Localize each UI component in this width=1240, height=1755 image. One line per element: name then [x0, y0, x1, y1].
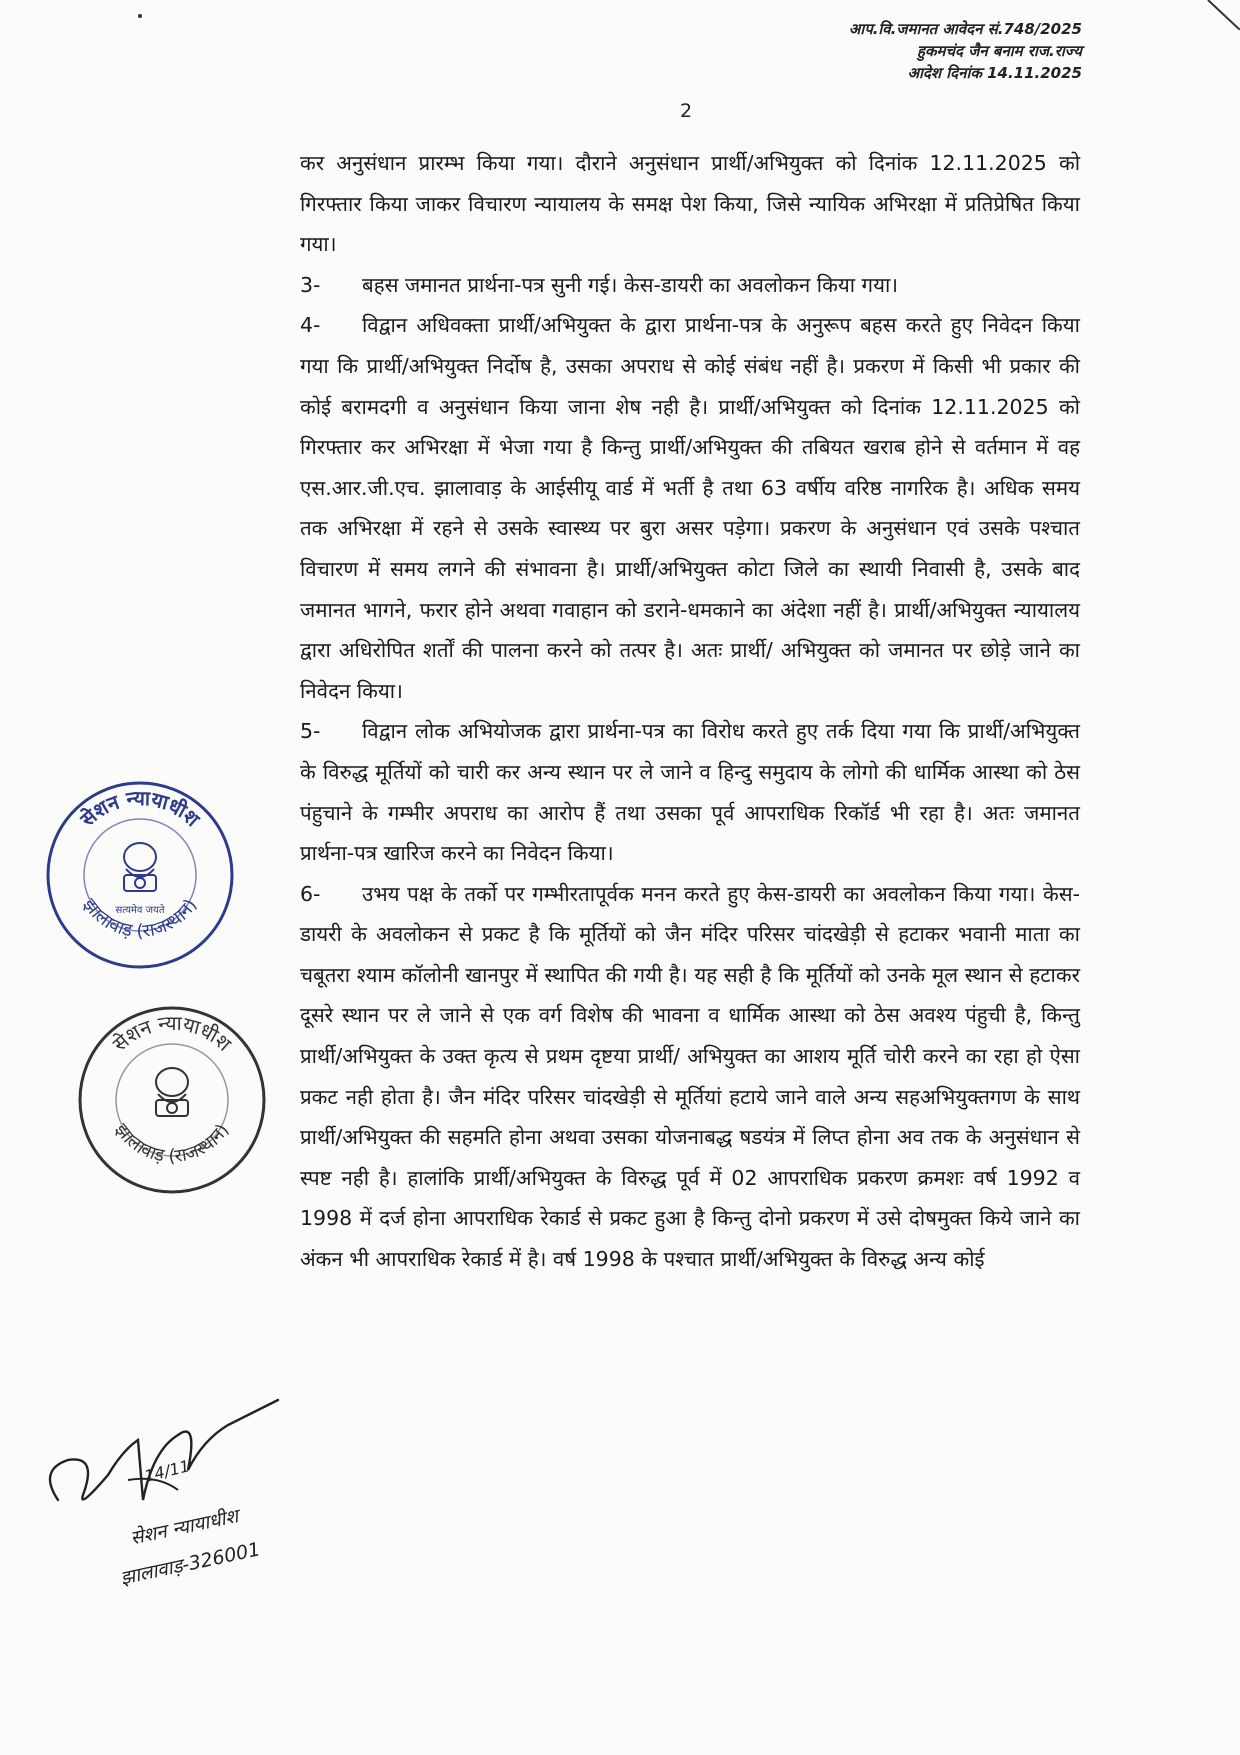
paragraph-text: बहस जमानत प्रार्थना-पत्र सुनी गई। केस-डायरी का अवलोकन किया गया। [362, 272, 899, 297]
paragraph-text: कर अनुसंधान प्रारम्भ किया गया। दौराने अनुसंधान प्रार्थी/अभियुक्त को दिनांक 12.11.2025 को गिरफ्तार किया जाकर विचारण न्यायालय के समक्ष पेश किया, जिसे न्यायिक अभिरक्षा में प्रतिप्रेषित किया गया। [300, 151, 1080, 257]
emblem-icon [124, 843, 156, 891]
paragraph-number: 5- [300, 719, 321, 744]
paragraph-number: 3- [300, 272, 321, 297]
signature-place: झालावाड़-326001 [118, 1538, 263, 1590]
paragraph-number: 6- [300, 881, 321, 906]
paragraph-5 [300, 711, 1080, 873]
signature-date: 14/11 [142, 1456, 192, 1486]
case-parties: हुकमचंद जैन बनाम राज.राज्य [917, 42, 1082, 60]
order-date: आदेश दिनांक 14.11.2025 [907, 64, 1082, 82]
page-number: 2 [680, 100, 693, 122]
paragraph-number: 4- [300, 313, 321, 338]
emblem-icon [156, 1068, 188, 1116]
paragraph-6 [300, 874, 1080, 1280]
seal-motto: सत्यमेव जयते [115, 905, 165, 916]
seal-lower-text: झालावाड़ (राजस्थान) [110, 1119, 234, 1168]
court-seal-bottom [72, 1000, 272, 1200]
seal-upper-text: सेशन न्यायाधीश [107, 1010, 237, 1056]
paragraph-text: विद्वान अधिवक्ता प्रार्थी/अभियुक्त के द्वारा प्रार्थना-पत्र के अनुरूप बहस करते हुए निवेदन किया गया कि प्रार्थी/अभियुक्त निर्दोष है, उसका अपराध से कोई संबंध नहीं है। प्रकरण में किसी भी प्रकार की कोई बरामदगी व अनुसंधान किया जाना शेष नही है। प्रार्थी/अभियुक्त को दिनांक 12.11.2025 को गिरफ्तार कर अभिरक्षा में भेजा गया है किन्तु प्रार्थी/अभियुक्त की तबियत खराब होने से वर्तमान में वह एस.आर.जी.एच. झालावाड़ के आईसीयू वार्ड में भर्ती है तथा 63 वर्षीय वरिष्ठ नागरिक है। अधिक समय तक अभिरक्षा में रहने से उसके स्वास्थ्य पर बुरा असर पड़ेगा। प्रकरण के अनुसंधान एवं उसके पश्चात विचारण में समय लगने की संभावना है। प्रार्थी/अभियुक्त कोटा जिले का स्थायी निवासी है, उसके बाद जमानत भागने, फरार होने अथवा गवाहान को डराने-धमकाने का अंदेशा नहीं है। प्रार्थी/अभियुक्त न्यायालय द्वारा अधिरोपित शर्तों की पालना करने को तत्पर है। अतः प्रार्थी/ अभियुक्त को जमानत पर छोड़े जाने का निवेदन किया। [300, 313, 1080, 703]
paragraph-4 [300, 305, 1080, 711]
svg-text:झालावाड़ (राजस्थान) [79, 895, 202, 942]
order-body [300, 143, 1080, 1280]
case-header [849, 18, 1082, 84]
seal-lower-text: झालावाड़ (राजस्थान) [78, 894, 202, 943]
seal-upper-text: सेशन न्यायाधीश [75, 785, 205, 832]
court-seal-top [40, 775, 240, 975]
page-corner-fold [1200, 0, 1240, 30]
paragraph-continuation [300, 143, 1080, 265]
svg-text:सेशन न्यायाधीश [108, 1011, 237, 1056]
paragraph-3 [300, 265, 1080, 306]
paragraph-text: विद्वान लोक अभियोजक द्वारा प्रार्थना-पत्र का विरोध करते हुए तर्क दिया गया कि प्रार्थी/अभियुक्त के विरुद्ध मूर्तियों को चारी कर अन्य स्थान पर ले जाने व हिन्दु समुदाय के लोगो की धार्मिक आस्था को ठेस पंहुचाने के गम्भीर अपराध का आरोप हैं तथा उसका पूर्व आपराधिक रिकॉर्ड भी रहा है। अतः जमानत प्रार्थना-पत्र खारिज करने का निवेदन किया। [300, 719, 1080, 866]
case-number: आप.वि.जमानत आवेदन सं.748/2025 [848, 20, 1082, 38]
scan-speck [138, 14, 142, 18]
svg-text:सेशन न्यायाधीश [75, 786, 206, 832]
signature-designation: सेशन न्यायाधीश [128, 1505, 241, 1550]
svg-text:झालावाड़ (राजस्थान) [111, 1120, 234, 1167]
paragraph-text: उभय पक्ष के तर्को पर गम्भीरतापूर्वक मनन करते हुए केस-डायरी का अवलोकन किया गया। केस-डायरी के अवलोकन से प्रकट है कि मूर्तियों को जैन मंदिर परिसर चांदखेड़ी से हटाकर भवानी माता का चबूतरा श्याम कॉलोनी खानपुर में स्थापित की गयी है। यह सही है कि मूर्तियों को उनके मूल स्थान से हटाकर दूसरे स्थान पर ले जाने से एक वर्ग विशेष की भावना व धार्मिक आस्था को ठेस अवश्य पंहुची है, किन्तु प्रार्थी/अभियुक्त के उक्त कृत्य से प्रथम दृष्टया प्रार्थी/ अभियुक्त का आशय मूर्ति चोरी करने का रहा हो ऐसा प्रकट नही होता है। जैन मंदिर परिसर चांदखेड़ी से मूर्तियां हटाये जाने वाले अन्य सहअभियुक्तगण के साथ प्रार्थी/अभियुक्त की सहमति होना अथवा उसका योजनाबद्ध षडयंत्र में लिप्त होना अव तक के अनुसंधान से स्पष्ट नही है। हालांकि प्रार्थी/अभियुक्त के विरुद्ध पूर्व में 02 आपराधिक प्रकरण क्रमशः वर्ष 1992 व 1998 में दर्ज होना आपराधिक रेकार्ड से प्रकट हुआ है किन्तु दोनो प्रकरण में उसे दोषमुक्त किये जाने का अंकन भी आपराधिक रेकार्ड में है। वर्ष 1998 के पश्चात प्रार्थी/अभियुक्त के विरुद्ध अन्य कोई [300, 881, 1080, 1272]
